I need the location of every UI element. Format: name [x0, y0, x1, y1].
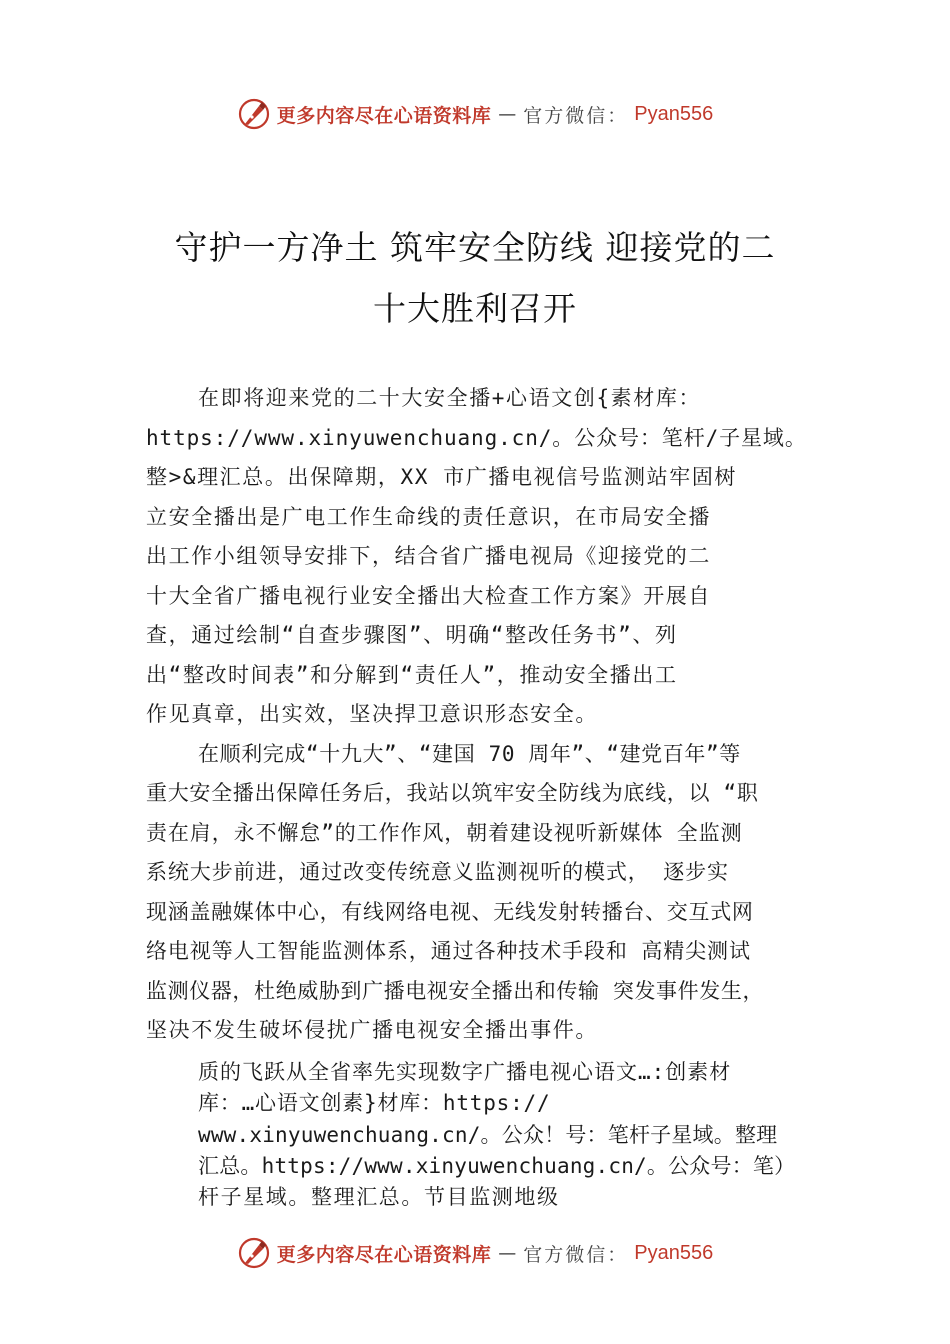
footer-banner	[0, 1233, 950, 1273]
banner-wechat-id: Pyan556	[634, 1241, 714, 1264]
body-line: 作见真章，出实效，坚决捍卫意识形态安全。	[146, 702, 598, 726]
body-line: 立安全播出是广电工作生命线的责任意识，在市局安全播	[146, 505, 711, 529]
body-line: 络电视等人工智能监测体系，通过各种技术手段和 高精尖测试	[146, 939, 751, 963]
body-line: 在顺利完成“十九大”、“建国 70 周年”、“建党百年”等	[198, 742, 741, 766]
body-line: 在即将迎来党的二十大安全播+心语文创{素材库：	[198, 386, 702, 410]
body-line: 出“整改时间表”和分解到“责任人”，推动安全播出工	[146, 663, 678, 687]
body-line: 查，通过绘制“自查步骤图”、明确“整改任务书”、列	[146, 623, 678, 647]
banner-wechat-id: Pyan556	[634, 102, 714, 125]
body-line: 责在肩，永不懈怠”的工作作风，朝着建设视听新媒体 全监测	[146, 821, 743, 845]
body-line: 整>&理汇总。出保障期，XX 市广播电视信号监测站牢固树	[146, 465, 738, 489]
body-line: https://www.xinyuwenchuang.cn/。公众号：笔杆/子星域。	[146, 426, 807, 450]
pen-nib-logo-icon	[237, 97, 271, 131]
banner-wechat-label: 官方微信：	[523, 104, 629, 127]
document-title-line-1: 守护一方净土 筑牢安全防线 迎接党的二	[174, 228, 776, 267]
banner-brand-text: 更多内容尽在心语资料库	[276, 1243, 492, 1266]
banner-dash: —	[498, 103, 517, 125]
body-line: 坚决不发生破坏侵扰广播电视安全播出事件。	[146, 1018, 598, 1042]
banner-wechat-label: 官方微信：	[523, 1243, 629, 1266]
body-line: 十大全省广播电视行业安全播出大检查工作方案》开展自	[146, 584, 711, 608]
body-line: 杆子星域。整理汇总。节目监测地级	[198, 1185, 560, 1209]
body-line: 汇总。https://www.xinyuwenchuang.cn/。公众号：笔）	[198, 1154, 796, 1178]
banner-brand-text: 更多内容尽在心语资料库	[276, 104, 492, 127]
banner-dash: —	[498, 1242, 517, 1264]
body-line: 出工作小组领导安排下，结合省广播电视局《迎接党的二	[146, 544, 711, 568]
body-line: www.xinyuwenchuang.cn/。公众！号：笔杆子星域。整理	[198, 1123, 778, 1147]
pen-nib-logo-icon	[237, 1236, 271, 1270]
document-title-line-2: 十大胜利召开	[373, 289, 577, 328]
body-line: 质的飞跃从全省率先实现数字广播电视心语文…:创素材	[198, 1060, 732, 1084]
body-line: 监测仪器，杜绝威胁到广播电视安全播出和传输 突发事件发生，	[146, 979, 765, 1003]
header-banner	[0, 94, 950, 134]
body-line: 现涵盖融媒体中心，有线网络电视、无线发射转播台、交互式网	[146, 900, 754, 924]
body-line: 重大安全播出保障任务后，我站以筑牢安全防线为底线，以 “职	[146, 781, 759, 805]
body-line: 库：…心语文创素}材库：https://	[198, 1091, 551, 1115]
body-line: 系统大步前进，通过改变传统意义监测视听的模式， 逐步实	[146, 860, 729, 884]
